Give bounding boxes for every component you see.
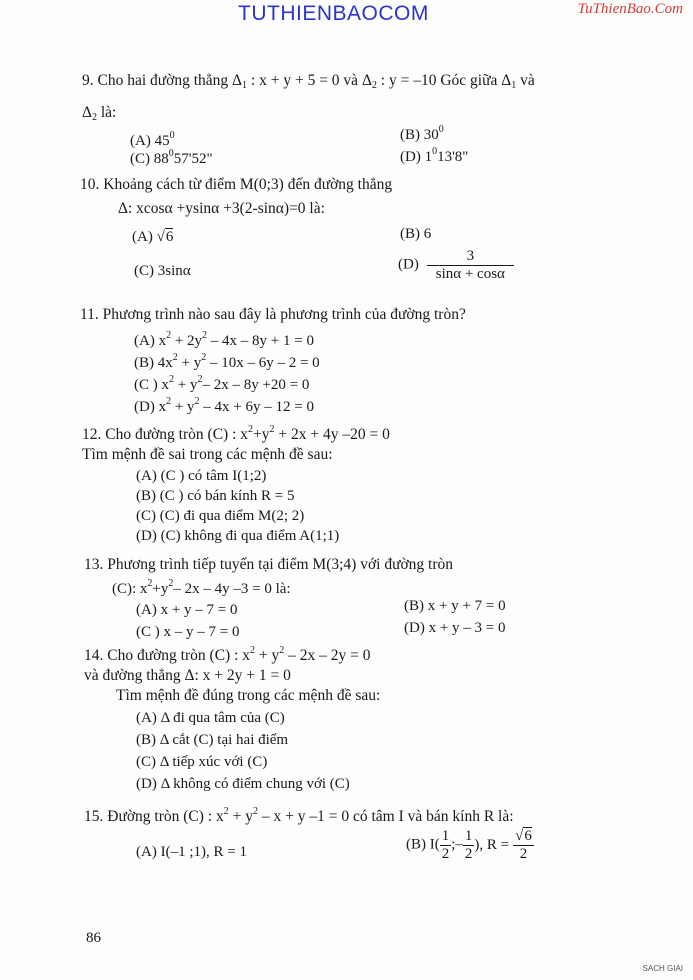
q9-line1 [82, 72, 535, 91]
site-title: TUTHIENBAOCOM [238, 2, 429, 25]
option-text: ;– [451, 836, 463, 853]
q11-option-d [134, 396, 314, 416]
exp: 2 [202, 330, 208, 341]
numerator: 3 [427, 248, 515, 266]
q9-option-c [130, 148, 213, 168]
q14-text: + y [255, 647, 280, 664]
q15-option-b [406, 828, 534, 862]
q14-text: 14. Cho đường tròn (C) : x [84, 647, 250, 664]
exp: 2 [252, 806, 258, 817]
q12-text: + 2x + 4y –20 = 0 [274, 426, 390, 443]
q15-text: – x + y –1 = 0 có tâm I và bán kính R là: [257, 808, 514, 825]
q11-line1: 11. Phương trình nào sau đây là phương trình của đường tròn? [80, 306, 466, 323]
option-text: + y [171, 399, 195, 415]
exp: 2 [169, 374, 174, 385]
denominator: 2 [441, 845, 450, 862]
option-text: 13'8" [437, 149, 469, 165]
q11-option-c [134, 374, 309, 394]
q12-option-b: (B) (C ) có bán kính R = 5 [136, 488, 295, 504]
q13-text: – 2x – 4y –3 = 0 là: [173, 581, 291, 597]
option-text: (C) 88 [130, 151, 169, 167]
option-text: (A) 45 [130, 133, 170, 149]
option-text: + 2y [171, 333, 203, 349]
exp: 2 [250, 645, 255, 656]
q9-text: : y = –10 Góc giữa Δ [376, 72, 512, 89]
exp: 2 [147, 578, 153, 589]
denominator: 2 [519, 845, 528, 862]
q15-text: + y [228, 808, 253, 825]
q13-option-c: (C ) x – y – 7 = 0 [136, 624, 240, 640]
q14-option-b: (B) Δ cắt (C) tại hai điểm [136, 732, 289, 748]
exp: 2 [166, 396, 172, 407]
q14-text: – 2x – 2y = 0 [284, 647, 371, 664]
numerator: √6 [515, 828, 532, 844]
exp: 2 [172, 352, 178, 363]
option-text: (D) [398, 256, 419, 273]
option-text: (A) x [134, 333, 167, 349]
q9-option-a [130, 130, 175, 150]
q9-sub: 2 [371, 80, 377, 91]
q10-option-a: (A) √6 [132, 229, 174, 245]
denominator: 2 [464, 845, 473, 862]
publisher-logo: SACH GIAI [642, 964, 683, 973]
fraction [440, 828, 452, 862]
option-text: (B) 30 [400, 127, 439, 143]
option-sup: 0 [432, 146, 438, 157]
option-text: (D) 1 [400, 149, 433, 165]
q9-sub: 1 [511, 80, 517, 91]
q15-text: 15. Đường tròn (C) : x [84, 808, 224, 825]
q13-option-b: (B) x + y + 7 = 0 [404, 598, 506, 614]
q11-option-b [134, 352, 320, 372]
q13-option-d: (D) x + y – 3 = 0 [404, 620, 506, 636]
exp: 2 [168, 578, 174, 589]
option-text: (A) [132, 229, 153, 245]
q9-text: 9. Cho hai đường thẳng Δ [82, 72, 243, 89]
q13-line1: 13. Phương trình tiếp tuyến tại điểm M(3;4) với đường tròn [84, 556, 454, 573]
q10-line1: 10. Khoảng cách từ điểm M(0;3) đến đường thẳng [80, 176, 393, 193]
option-text: – 10x – 6y – 2 = 0 [206, 355, 320, 371]
option-text: + y [174, 377, 198, 393]
q10-option-d [398, 248, 514, 282]
q11-option-a [134, 330, 314, 350]
q14-option-a: (A) Δ đi qua tâm của (C) [136, 710, 285, 726]
page-number: 86 [86, 930, 101, 946]
q9-text: Δ [82, 104, 92, 121]
q13-text: (C): x [112, 581, 148, 597]
watermark-logo: TuThienBao.Com [577, 1, 683, 17]
option-sup: 0 [168, 148, 174, 159]
q12-line2: Tìm mệnh đề sai trong các mệnh đề sau: [82, 446, 333, 463]
q14-option-d: (D) Δ không có điểm chung với (C) [136, 776, 350, 792]
option-text: – 4x + 6y – 12 = 0 [199, 399, 314, 415]
q9-text: : x + y + 5 = 0 và Δ [247, 72, 372, 89]
numerator: 1 [441, 828, 450, 844]
sqrt-value: 6 [165, 229, 174, 245]
option-text: (D) x [134, 399, 167, 415]
q9-text: và [516, 72, 535, 89]
fraction [463, 828, 475, 862]
exp: 2 [201, 352, 207, 363]
q12-option-c: (C) (C) đi qua điểm M(2; 2) [136, 508, 305, 524]
q12-text: 12. Cho đường tròn (C) : x [82, 426, 248, 443]
q14-line1 [84, 645, 371, 665]
exp: 2 [166, 330, 172, 341]
q14-option-c: (C) Δ tiếp xúc với (C) [136, 754, 268, 770]
option-text: 57'52" [173, 151, 213, 167]
q9-text: là: [96, 104, 117, 121]
q14-line2: và đường thẳng Δ: x + 2y + 1 = 0 [84, 667, 291, 684]
q9-line2 [82, 104, 116, 123]
exp: 2 [194, 396, 200, 407]
exp: 2 [269, 424, 275, 435]
option-sup: 0 [169, 130, 175, 141]
q13-option-a: (A) x + y – 7 = 0 [136, 602, 238, 618]
q10-option-b: (B) 6 [400, 226, 432, 242]
fraction [513, 828, 534, 862]
exp: 2 [223, 806, 229, 817]
q12-line1 [82, 424, 390, 444]
option-text: – 2x – 8y +20 = 0 [202, 377, 310, 393]
option-text: – 4x – 8y + 1 = 0 [207, 333, 314, 349]
option-text: (C ) x [134, 377, 169, 393]
q15-line1 [84, 806, 514, 826]
option-text: + y [177, 355, 202, 371]
numerator: 1 [464, 828, 473, 844]
q13-text: +y [152, 581, 169, 597]
fraction [427, 248, 515, 282]
q10-option-c: (C) 3sinα [134, 263, 191, 279]
q9-sub: 2 [91, 112, 97, 123]
q14-line3: Tìm mệnh đề đúng trong các mệnh đề sau: [116, 687, 381, 704]
option-text: ), R = [474, 836, 510, 853]
q9-option-d [400, 146, 468, 166]
option-sup: 0 [438, 124, 444, 135]
q9-sub: 1 [242, 80, 248, 91]
exp: 2 [197, 374, 203, 385]
q12-option-d: (D) (C) không đi qua điểm A(1;1) [136, 528, 340, 544]
exp: 2 [279, 645, 285, 656]
q10-line2: Δ: xcosα +ysinα +3(2-sinα)=0 là: [118, 200, 325, 217]
q12-text: +y [253, 426, 270, 443]
exp: 2 [248, 424, 253, 435]
denominator: sinα + cosα [435, 265, 505, 282]
q12-option-a: (A) (C ) có tâm I(1;2) [136, 468, 267, 484]
q15-option-a: (A) I(–1 ;1), R = 1 [136, 844, 247, 860]
q13-line2 [112, 578, 291, 598]
q9-option-b [400, 124, 444, 144]
option-text: (B) I( [406, 836, 440, 853]
option-text: (B) 4x [134, 355, 173, 371]
sqrt-value: 6 [524, 828, 532, 844]
